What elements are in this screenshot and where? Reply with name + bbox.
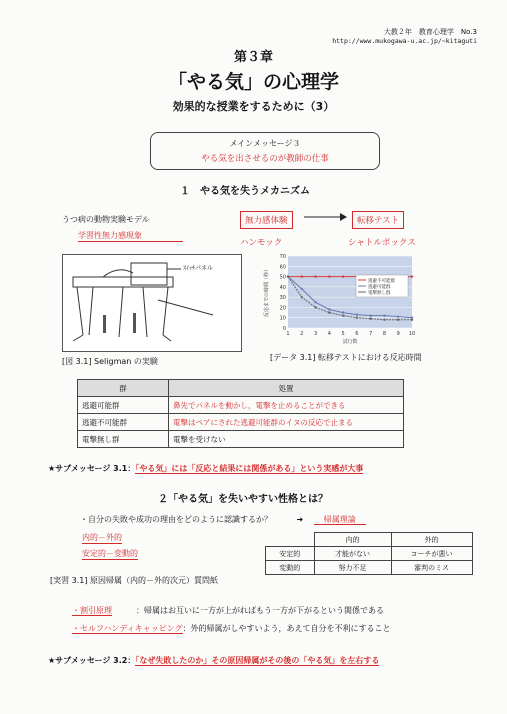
data-point <box>383 319 385 321</box>
x-tick-label: 1 <box>286 331 290 337</box>
seligman-figure <box>62 254 242 352</box>
model-answer: 学習性無力感現象 <box>78 230 183 242</box>
bullet-discounting <box>72 605 384 616</box>
data-point <box>328 311 330 313</box>
dimension-internal-external: 内的－外的 <box>82 533 122 542</box>
header <box>332 28 477 46</box>
data-point <box>314 306 316 308</box>
discounting-term: ・割引原理 <box>72 606 112 615</box>
apparatus-drawing <box>63 255 241 351</box>
y-tick-label: 50 <box>279 274 286 281</box>
x-tick-label: 8 <box>382 331 387 337</box>
legend-entry: 逃避可能群 <box>368 285 391 290</box>
self-handicapping-text: ：外的帰属がしやすいよう，あえて自分を不利にすること <box>182 624 391 633</box>
reaction-time-chart <box>262 252 420 348</box>
submessage-2 <box>48 655 379 666</box>
treatment-cell: 鼻先でパネルを動かし，電撃を止めることができる <box>169 397 404 414</box>
data-point <box>301 288 303 290</box>
treatment-cell: 電撃はペアにされた逃避可能群のイヌの反応で止まる <box>169 414 404 431</box>
data-point <box>356 317 358 319</box>
attr-cell: 才能がない <box>314 547 391 561</box>
title-block <box>0 46 507 114</box>
data-point <box>314 301 316 303</box>
header-url: http://www.mukogawa-u.ac.jp/~kitaguti <box>332 37 477 45</box>
data-point <box>383 314 385 316</box>
flow-box-right: 転移テスト <box>352 211 404 229</box>
data-point <box>411 275 413 277</box>
y-tick-label: 60 <box>279 264 286 271</box>
discounting-text: ：帰属はお互いに一方が上がればもう一方が下がるという関係である <box>136 606 384 615</box>
data-point <box>342 314 344 316</box>
self-handicapping-term: ・セルフハンディキャッピング <box>72 624 183 633</box>
under-right-label: シャトルボックス <box>348 238 416 248</box>
x-axis-label: 試行数 <box>342 339 358 345</box>
group-cell: 逃避可能群 <box>78 397 169 414</box>
table-row <box>78 397 404 414</box>
main-message-box <box>150 132 380 170</box>
data-point <box>411 317 413 319</box>
attr-header-empty <box>266 533 315 547</box>
data-point <box>369 314 371 316</box>
treatment-table <box>77 379 404 448</box>
x-tick-label: 6 <box>355 331 359 337</box>
group-cell: 逃避不可能群 <box>78 414 169 431</box>
submessage-1-label: ★サブメッセージ 3.1： <box>48 464 136 473</box>
data-point <box>328 275 330 277</box>
submessage-1 <box>48 463 363 474</box>
flow-box-left: 無力感体験 <box>240 211 293 229</box>
submessage-2-text: 「なぜ失敗したのか」その原因帰属がその後の「やる気」を左右する <box>135 656 380 665</box>
attr-cell: 努力不足 <box>314 561 391 575</box>
attr-cell: 審判のミス <box>391 561 472 575</box>
arrow-icon: ➜ <box>296 515 304 524</box>
section2-heading: ２「やる気」を失いやすい性格とは？ <box>158 494 328 505</box>
bullet-self-handicapping <box>72 623 391 634</box>
data-point <box>314 275 316 277</box>
data-point <box>397 315 399 317</box>
table-header-treatment: 処置 <box>169 380 404 397</box>
x-tick-label: 10 <box>408 331 416 337</box>
table-row <box>266 547 473 561</box>
figure-caption: [図 3.1] Seligman の実験 <box>62 357 158 366</box>
attribution-table <box>265 532 473 575</box>
attr-header-external: 外的 <box>391 533 472 547</box>
data-point <box>328 308 330 310</box>
x-tick-label: 3 <box>313 331 318 337</box>
attr-row-label: 変動的 <box>266 561 315 575</box>
under-left-label: ハンモック <box>240 238 283 248</box>
group-cell: 電撃無し群 <box>78 431 169 448</box>
table-row <box>266 561 473 575</box>
data-point <box>411 319 413 321</box>
legend-entry: 逃避不可能群 <box>368 279 395 284</box>
data-caption: [データ 3.1] 転移テストにおける反応時間 <box>270 353 422 362</box>
y-tick-label: 0 <box>282 326 286 332</box>
model-label: うつ病の動物実験モデル <box>62 215 150 224</box>
section1-heading: １ やる気を失うメカニズム <box>180 186 310 197</box>
switch-panel-label: ｽｲｯﾁパネル <box>183 265 214 272</box>
chapter-label: 第３章 <box>233 50 273 65</box>
x-tick-label: 9 <box>396 331 400 337</box>
data-point <box>356 313 358 315</box>
question-text: ・自分の失敗や成功の理由をどのように認識するか？ <box>80 515 272 524</box>
y-tick-label: 30 <box>279 295 286 302</box>
y-tick-label: 20 <box>279 305 286 312</box>
table-row <box>78 431 404 448</box>
legend-entry: 電撃無し群 <box>368 291 391 296</box>
x-tick-label: 7 <box>369 331 373 337</box>
submessage-1-text: 「やる気」には「反応と結果には関係がある」という実感が大事 <box>135 464 364 473</box>
attribution-theory-answer: 帰属理論 <box>314 515 366 525</box>
attr-row-label: 安定的 <box>266 547 315 561</box>
y-tick-label: 40 <box>279 284 286 291</box>
dimension-stable-unstable: 安定的－変動的 <box>82 549 138 558</box>
course-info: 大教２年 教育心理学 No.3 <box>383 28 477 36</box>
chart-svg <box>262 252 420 348</box>
y-tick-label: 10 <box>279 315 286 322</box>
data-point <box>342 311 344 313</box>
submessage-2-label: ★サブメッセージ 3.2： <box>48 656 136 665</box>
table-header-group: 群 <box>78 380 169 397</box>
main-message-label: メインメッセージ３ <box>229 139 301 148</box>
data-point <box>342 275 344 277</box>
data-point <box>287 275 289 277</box>
attr-header-internal: 内的 <box>314 533 391 547</box>
treatment-cell: 電撃を受けない <box>169 431 404 448</box>
y-tick-label: 70 <box>279 254 286 260</box>
exercise-caption: [実習 3.1] 原因帰属（内的－外的次元）質問紙 <box>50 576 219 585</box>
x-tick-label: 4 <box>327 331 331 337</box>
attr-cell: コーチが悪い <box>391 547 472 561</box>
data-point <box>301 275 303 277</box>
y-axis-label: 反応までの時間（秒） <box>264 266 270 318</box>
data-point <box>369 318 371 320</box>
table-row <box>78 414 404 431</box>
question-line <box>80 514 366 525</box>
data-point <box>301 296 303 298</box>
page-title: 「やる気」の心理学 <box>167 71 339 93</box>
page-subtitle: 効果的な授業をするために（3） <box>172 100 335 113</box>
x-tick-label: 5 <box>341 331 345 337</box>
main-message-text: やる気を出させるのが教師の仕事 <box>201 154 329 164</box>
flow-arrow-icon <box>302 209 348 228</box>
data-point <box>397 319 399 321</box>
x-tick-label: 2 <box>300 331 304 337</box>
